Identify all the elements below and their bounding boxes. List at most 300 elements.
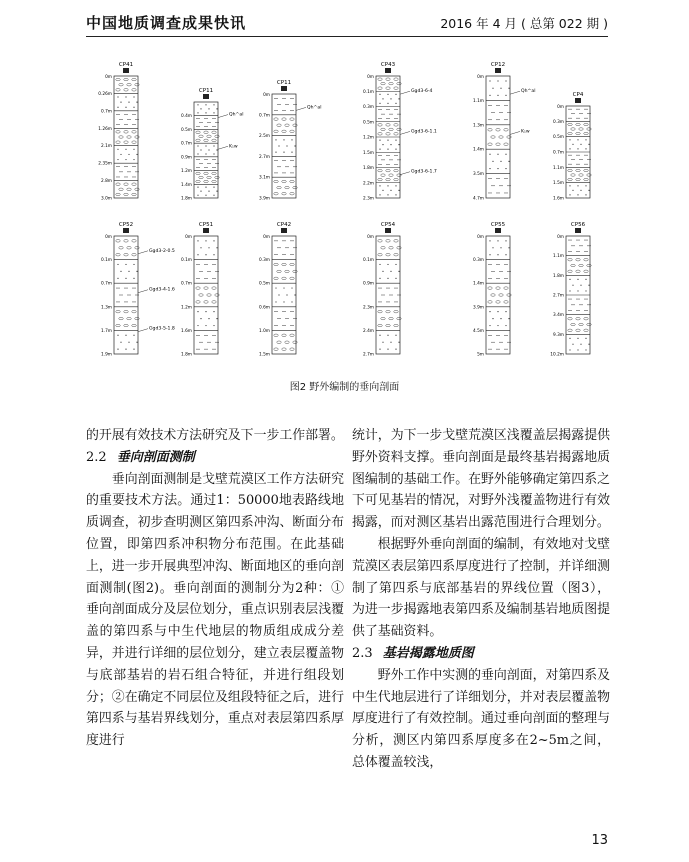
depth-label: 0.7m <box>258 113 270 119</box>
sand-dot <box>508 318 509 319</box>
depth-label: 0.6m <box>258 305 270 311</box>
section-marker-icon <box>385 228 391 233</box>
sand-dot <box>497 95 498 96</box>
section-marker-icon <box>281 86 287 91</box>
figure-caption: 图2 野外编制的垂向剖面 <box>289 382 400 393</box>
sand-dot <box>278 145 279 146</box>
sand-dot <box>577 185 578 186</box>
sand-dot <box>497 240 498 241</box>
section-frame <box>194 236 218 354</box>
sand-dot <box>505 325 506 326</box>
sand-dot <box>379 349 380 350</box>
section-marker-icon <box>123 68 129 73</box>
sand-dot <box>128 342 129 343</box>
sand-dot <box>580 344 581 345</box>
depth-label: 1.8m <box>552 273 564 279</box>
depth-label: 1.5m <box>258 352 270 358</box>
sand-dot <box>133 159 134 160</box>
section-number: 2.3 <box>352 645 373 661</box>
sand-dot <box>569 349 570 350</box>
depth-label: 0.7m <box>180 281 192 287</box>
sand-dot <box>569 338 570 339</box>
depth-label: 1.5m <box>362 150 374 156</box>
sand-dot <box>395 149 396 150</box>
depth-label: 1.4m <box>180 182 192 188</box>
depth-label: 0m <box>477 235 484 240</box>
section-label: CP11 <box>276 80 292 86</box>
sand-dot <box>492 161 493 162</box>
sand-dot <box>125 349 126 350</box>
depth-label: 2.4m <box>362 328 374 334</box>
sand-dot <box>585 349 586 350</box>
section-label: CP4 <box>572 92 584 98</box>
depth-label: 0.3m <box>362 105 374 110</box>
section-label: CP52 <box>118 222 134 228</box>
depth-label: 2.35m <box>98 161 112 167</box>
section-frame <box>486 76 510 198</box>
sand-dot <box>213 187 214 188</box>
sand-dot <box>120 342 121 343</box>
sand-dot <box>117 159 118 160</box>
sand-dot <box>577 279 578 280</box>
depth-label: 1.26m <box>98 126 112 132</box>
annotation-leader <box>138 251 148 254</box>
sand-dot <box>398 271 399 272</box>
sand-dot <box>382 98 383 99</box>
sand-dot <box>213 311 214 312</box>
depth-label: 1.9m <box>100 352 112 358</box>
sand-dot <box>569 194 570 195</box>
sand-dot <box>588 144 589 145</box>
sand-dot <box>382 144 383 145</box>
annotation-leader <box>138 329 148 332</box>
sand-dot <box>569 279 570 280</box>
depth-label: 0m <box>263 93 270 98</box>
section-label: CP41 <box>118 62 134 68</box>
sand-dot <box>117 149 118 150</box>
section-label: CP12 <box>490 62 506 68</box>
depth-label: 0m <box>557 235 564 240</box>
journal-title: 中国地质调查成果快讯 <box>86 14 247 32</box>
sand-dot <box>205 145 206 146</box>
paragraph: 野外工作中实测的垂向剖面，对第四系及中生代地层进行了详细划分，并对表层覆盖物厚度进行了有效控制。通过垂向剖面的整理与分析，测区内第四系厚度多在2~5m之间，总体覆盖较浅， <box>352 667 610 770</box>
depth-label: 1.2m <box>180 305 192 311</box>
sand-dot <box>505 80 506 81</box>
sand-dot <box>379 264 380 265</box>
sand-dot <box>283 139 284 140</box>
section-column-3 <box>363 62 437 202</box>
section-column-1 <box>181 88 244 202</box>
sand-dot <box>213 254 214 255</box>
sand-dot <box>216 149 217 150</box>
sand-dot <box>125 149 126 150</box>
sand-dot <box>117 264 118 265</box>
section-column-5 <box>553 92 591 202</box>
sand-dot <box>382 342 383 343</box>
sand-dot <box>197 153 198 154</box>
sand-dot <box>197 240 198 241</box>
sand-dot <box>197 112 198 113</box>
sand-dot <box>585 338 586 339</box>
sand-dot <box>133 107 134 108</box>
left-column <box>86 425 344 752</box>
sand-dot <box>205 254 206 255</box>
sand-dot <box>120 271 121 272</box>
sand-dot <box>197 254 198 255</box>
sand-dot <box>286 145 287 146</box>
depth-label: 1.1m <box>552 165 564 171</box>
depth-label: 1.1m <box>552 254 564 260</box>
sand-dot <box>508 247 509 248</box>
sand-dot <box>379 140 380 141</box>
annotation-leader <box>510 91 520 94</box>
header-rule <box>86 36 608 37</box>
depth-label: 2.7m <box>362 352 374 358</box>
sand-dot <box>136 102 137 103</box>
sand-dot <box>275 139 276 140</box>
annotation-label: K₁w <box>521 129 530 135</box>
depth-label: 2.5m <box>258 134 270 140</box>
section-marker-icon <box>495 68 501 73</box>
sand-dot <box>291 287 292 288</box>
depth-label: 1.8m <box>362 166 374 171</box>
depth-label: 1.4m <box>472 147 484 153</box>
section-marker-icon <box>495 228 501 233</box>
paragraph: 垂向剖面测制是戈壁荒漠区工作方法研究的重要技术方法。通过1：50000地表路线地质调查，初步查明测区第四系冲沟、断面分布位置，即第四系冲积物分布范围。在此基础上，进一步开展典型冲沟、断面地区的垂向剖面测制(图2)。垂向剖面的测制分为2种：①垂向剖面成分及层位划分，重点识别表层浅覆盖的第四系与中生代地层的物质组成成分差异，并进行详细的层位划分，建立表层覆盖物与底部基岩的岩石组合特征，并进行组段划分；②在确定不同层位及组段特征之后，进行第四系与基岩界线划分，重点对表层第四系厚度进行 <box>86 471 344 749</box>
sand-dot <box>205 187 206 188</box>
sand-dot <box>275 152 276 153</box>
section-title: 垂向剖面测制 <box>116 449 195 465</box>
sand-dot <box>120 102 121 103</box>
sand-dot <box>213 112 214 113</box>
sand-dot <box>205 104 206 105</box>
sand-dot <box>395 94 396 95</box>
depth-label: 0.26m <box>98 91 112 97</box>
annotation-leader <box>138 290 148 293</box>
sand-dot <box>492 88 493 89</box>
sand-dot <box>387 194 388 195</box>
sand-dot <box>577 290 578 291</box>
issue-info: 2016 年 4 月 ( 总第 022 期 ) <box>440 16 608 31</box>
sand-dot <box>588 285 589 286</box>
sand-dot <box>133 335 134 336</box>
section-number: 2.2 <box>86 449 107 465</box>
annotation-label: Qh^al <box>307 105 322 111</box>
depth-label: 0.9m <box>362 281 374 287</box>
sand-dot <box>489 311 490 312</box>
depth-label: 0.7m <box>552 150 564 156</box>
sand-dot <box>283 152 284 153</box>
sand-dot <box>395 349 396 350</box>
annotation-label: Ggd3-2-0.5 <box>149 248 175 254</box>
depth-label: 5m <box>477 352 484 358</box>
sand-dot <box>275 287 276 288</box>
sand-dot <box>379 94 380 95</box>
sand-dot <box>379 185 380 186</box>
sand-dot <box>200 318 201 319</box>
sand-dot <box>208 108 209 109</box>
sand-dot <box>489 240 490 241</box>
sand-dot <box>197 187 198 188</box>
depth-label: 4.7m <box>472 196 484 202</box>
depth-label: 0m <box>477 75 484 80</box>
sand-dot <box>387 103 388 104</box>
annotation-label: Qh^al <box>521 89 536 95</box>
sand-dot <box>379 103 380 104</box>
sand-dot <box>133 349 134 350</box>
sand-dot <box>577 139 578 140</box>
sand-dot <box>213 104 214 105</box>
sand-dot <box>197 145 198 146</box>
sand-dot <box>200 247 201 248</box>
sand-dot <box>489 95 490 96</box>
depth-label: 1.7m <box>100 328 112 334</box>
sand-dot <box>379 194 380 195</box>
sand-dot <box>216 247 217 248</box>
sand-dot <box>390 342 391 343</box>
section-column-4 <box>473 62 536 202</box>
sand-dot <box>125 96 126 97</box>
sand-dot <box>208 247 209 248</box>
sand-dot <box>390 98 391 99</box>
sand-dot <box>508 161 509 162</box>
depth-label: 2.1m <box>100 144 112 150</box>
sand-dot <box>497 311 498 312</box>
sand-dot <box>387 349 388 350</box>
sand-dot <box>398 190 399 191</box>
sand-dot <box>505 254 506 255</box>
sand-dot <box>120 154 121 155</box>
sand-dot <box>136 154 137 155</box>
sand-dot <box>294 294 295 295</box>
sand-dot <box>200 108 201 109</box>
sand-dot <box>205 311 206 312</box>
sand-dot <box>125 264 126 265</box>
annotation-leader <box>218 115 228 118</box>
paragraph: 根据野外垂向剖面的编制，有效地对戈壁荒漠区表层第四系厚度进行了控制，并详细测制了第四系与底部基岩的界线位置（图3），为进一步揭露地表第四系及编制基岩地质图提供了基础资料。 <box>352 536 610 640</box>
sand-dot <box>508 88 509 89</box>
sand-dot <box>133 278 134 279</box>
sand-dot <box>216 108 217 109</box>
depth-label: 4.5m <box>472 328 484 334</box>
section-label: CP42 <box>276 222 292 228</box>
sand-dot <box>505 240 506 241</box>
annotation-label: K₁w <box>229 144 238 150</box>
section-column-9 <box>363 222 401 358</box>
sand-dot <box>197 325 198 326</box>
annotation-leader <box>400 172 410 175</box>
sand-dot <box>577 194 578 195</box>
depth-label: 2.2m <box>362 181 374 187</box>
depth-label: 1.2m <box>362 135 374 141</box>
sand-dot <box>497 80 498 81</box>
section-frame <box>486 236 510 354</box>
depth-label: 1.6m <box>180 328 192 334</box>
sand-dot <box>395 103 396 104</box>
sand-dot <box>505 154 506 155</box>
depth-label: 0.3m <box>552 119 564 125</box>
depth-label: 1.5m <box>552 181 564 187</box>
sand-dot <box>585 139 586 140</box>
depth-label: 0.1m <box>180 258 192 264</box>
depth-label: 0.1m <box>362 258 374 264</box>
depth-label: 2.7m <box>552 293 564 299</box>
depth-label: 0.5m <box>258 281 270 287</box>
sand-dot <box>585 279 586 280</box>
depth-label: 1.8m <box>180 196 192 202</box>
depth-label: 0.1m <box>362 89 374 95</box>
annotation-leader <box>296 107 306 110</box>
sand-dot <box>569 148 570 149</box>
depth-label: 3.9m <box>472 305 484 311</box>
depth-label: 3.5m <box>472 172 484 178</box>
sand-dot <box>500 161 501 162</box>
sand-dot <box>585 194 586 195</box>
sand-dot <box>283 287 284 288</box>
depth-label: 0.7m <box>180 141 192 147</box>
annotation-label: Ggd3-6-1.7 <box>411 169 437 175</box>
sand-dot <box>572 190 573 191</box>
sand-dot <box>500 247 501 248</box>
section-label: CP55 <box>490 222 506 228</box>
right-column <box>352 425 610 774</box>
annotation-leader <box>400 131 410 134</box>
depth-label: 1.2m <box>180 169 192 175</box>
sand-dot <box>387 140 388 141</box>
depth-label: 0m <box>105 75 112 80</box>
sand-dot <box>291 139 292 140</box>
sand-dot <box>500 88 501 89</box>
depth-label: 0.7m <box>100 109 112 115</box>
depth-label: 1.4m <box>472 281 484 287</box>
section-column-7 <box>181 222 219 358</box>
annotation-leader <box>510 131 520 134</box>
sand-dot <box>497 168 498 169</box>
section-column-0 <box>98 62 139 202</box>
sand-dot <box>585 185 586 186</box>
sand-dot <box>128 271 129 272</box>
depth-label: 0.5m <box>180 127 192 133</box>
sand-dot <box>205 325 206 326</box>
annotation-leader <box>400 91 410 94</box>
sand-dot <box>577 338 578 339</box>
sand-dot <box>382 271 383 272</box>
sand-dot <box>588 344 589 345</box>
sand-dot <box>205 240 206 241</box>
depth-label: 1.6m <box>552 196 564 202</box>
page-number: 13 <box>591 833 608 848</box>
sand-dot <box>395 264 396 265</box>
sand-dot <box>286 294 287 295</box>
section-column-11 <box>550 222 591 358</box>
sand-dot <box>283 301 284 302</box>
figure-vertical-sections <box>86 58 608 364</box>
sand-dot <box>216 191 217 192</box>
sand-dot <box>585 290 586 291</box>
depth-label: 3.0m <box>100 196 112 202</box>
sand-dot <box>492 318 493 319</box>
sand-dot <box>580 285 581 286</box>
sand-dot <box>291 301 292 302</box>
depth-label: 0.7m <box>100 281 112 287</box>
sand-dot <box>489 168 490 169</box>
sand-dot <box>505 95 506 96</box>
section-marker-icon <box>575 228 581 233</box>
sand-dot <box>505 168 506 169</box>
section-marker-icon <box>575 98 581 103</box>
section-heading-2-3 <box>352 643 610 665</box>
sand-dot <box>205 112 206 113</box>
depth-label: 0m <box>367 235 374 240</box>
sand-dot <box>572 144 573 145</box>
section-label: CP51 <box>198 222 214 228</box>
depth-label: 0m <box>367 75 374 80</box>
sand-dot <box>382 190 383 191</box>
annotation-label: Ggd3-4-1.6 <box>149 287 175 293</box>
sand-dot <box>379 335 380 336</box>
section-frame <box>194 102 218 198</box>
section-label: CP54 <box>380 222 396 228</box>
depth-label: 0.3m <box>472 258 484 264</box>
sand-dot <box>489 80 490 81</box>
sand-dot <box>390 190 391 191</box>
paragraph: 的开展有效技术方法研究及下一步工作部署。 <box>86 428 344 443</box>
depth-label: 10.2m <box>550 352 564 358</box>
depth-label: 0.4m <box>180 114 192 120</box>
depth-label: 0m <box>185 235 192 240</box>
sand-dot <box>379 149 380 150</box>
sand-dot <box>200 149 201 150</box>
sand-dot <box>213 153 214 154</box>
sand-dot <box>128 102 129 103</box>
sand-dot <box>128 154 129 155</box>
depth-label: 1.3m <box>472 123 484 129</box>
annotation-label: Qh^al <box>229 112 244 118</box>
depth-label: 2.7m <box>258 154 270 160</box>
section-frame <box>272 94 296 198</box>
annotation-label: Ggd3-6-4 <box>411 89 433 95</box>
sand-dot <box>395 194 396 195</box>
sand-dot <box>569 185 570 186</box>
sand-dot <box>398 98 399 99</box>
sand-dot <box>577 148 578 149</box>
sand-dot <box>208 318 209 319</box>
sand-dot <box>136 271 137 272</box>
depth-label: 1.8m <box>180 352 192 358</box>
sand-dot <box>497 325 498 326</box>
sand-dot <box>133 96 134 97</box>
sand-dot <box>117 278 118 279</box>
sand-dot <box>505 311 506 312</box>
section-column-2 <box>259 80 322 202</box>
section-marker-icon <box>123 228 129 233</box>
running-header <box>86 12 608 34</box>
section-column-8 <box>259 222 297 358</box>
sand-dot <box>387 149 388 150</box>
sand-dot <box>585 148 586 149</box>
sand-dot <box>387 185 388 186</box>
sand-dot <box>117 335 118 336</box>
sand-dot <box>197 195 198 196</box>
section-column-6 <box>101 222 175 358</box>
sand-dot <box>395 185 396 186</box>
sand-dot <box>395 140 396 141</box>
annotation-label: Ggd3-6-1.1 <box>411 129 437 135</box>
sand-dot <box>572 344 573 345</box>
sand-dot <box>117 96 118 97</box>
sand-dot <box>497 254 498 255</box>
depth-label: 2.3m <box>362 305 374 311</box>
